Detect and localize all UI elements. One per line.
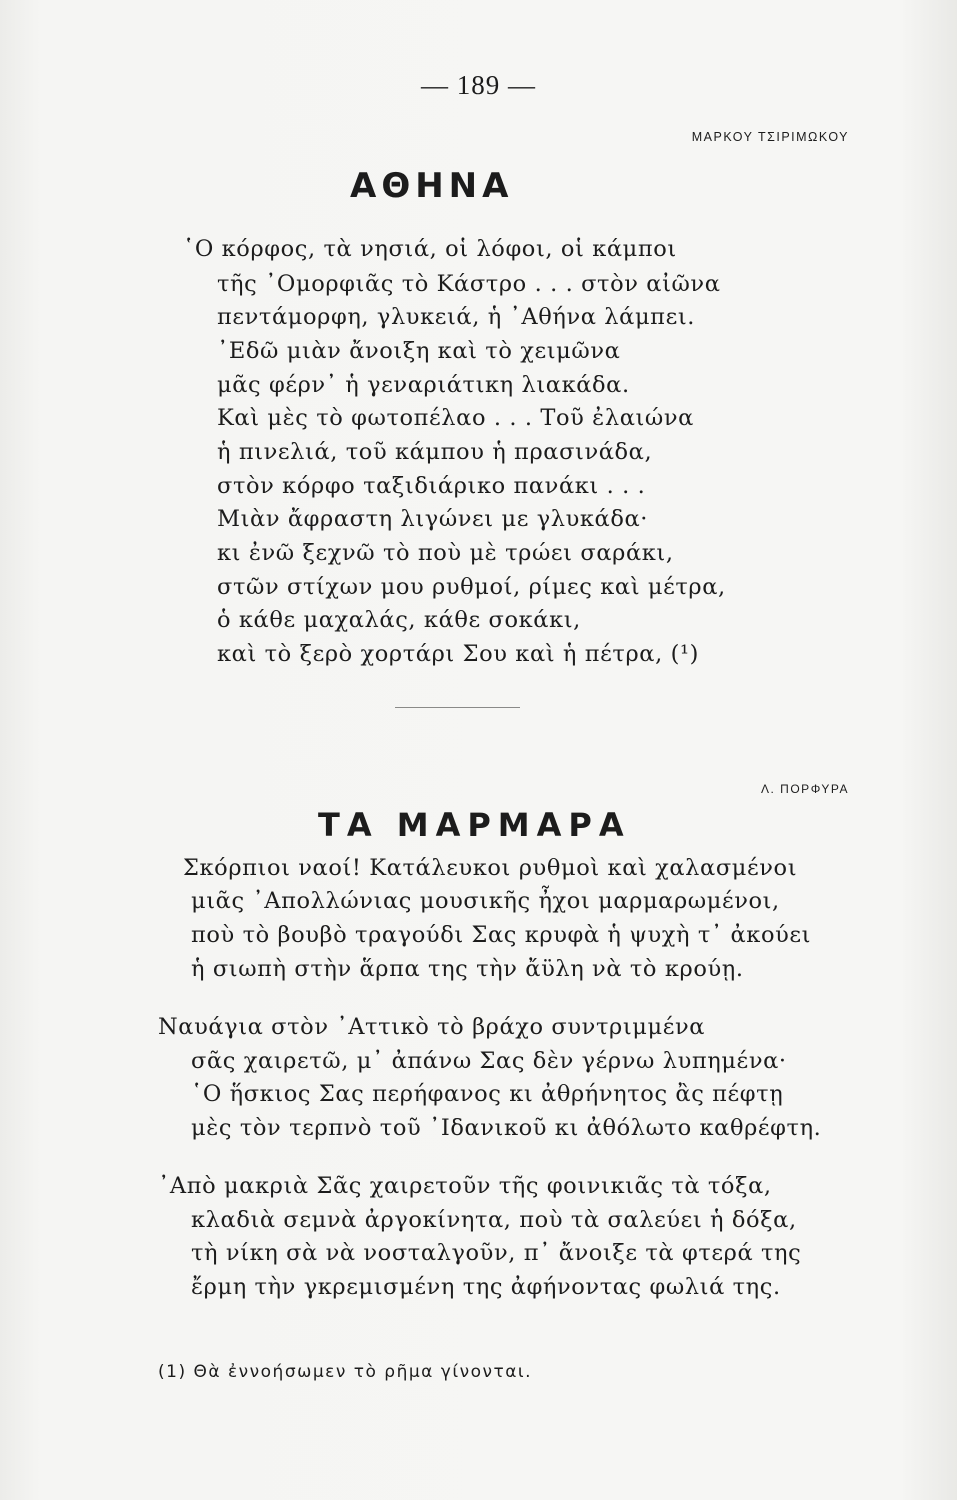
poem2-author: Λ. ΠΟΡΦΥΡΑ: [761, 782, 849, 796]
poem2-line: μιᾶς ᾽Απολλώνιας μουσικῆς ἦχοι μαρμαρωμένοι,: [191, 888, 780, 914]
poem1-line: κι ἐνῶ ξεχνῶ τὸ ποὺ μὲ τρώει σαράκι,: [217, 540, 674, 566]
poem2-line: σᾶς χαιρετῶ, μ᾽ ἀπάνω Σας δὲν γέρνω λυπημένα·: [191, 1048, 787, 1074]
poem1-line: ᾽Εδῶ μιὰν ἄνοιξη καὶ τὸ χειμῶνα: [217, 338, 621, 364]
poem2-line: τὴ νίκη σὰ νὰ νοσταλγοῦν, π᾽ ἄνοιξε τὰ φτερά της: [191, 1240, 802, 1266]
poem1-line: ῾Ο κόρφος, τὰ νησιά, οἱ λόφοι, οἱ κάμποι: [183, 236, 677, 262]
poem1-line: μᾶς φέρν᾽ ἡ γεναριάτικη λιακάδα.: [217, 372, 630, 398]
poem1-author: ΜΑΡΚΟΥ ΤΣΙΡΙΜΩΚΟΥ: [691, 130, 849, 144]
poem2-line: ἡ σιωπὴ στὴν ἅρπα της τὴν ἄϋλη νὰ τὸ κρούῃ.: [191, 956, 744, 982]
poem1-line: στὸν κόρφο ταξιδιάρικο πανάκι . . .: [217, 473, 646, 499]
poem2-line: Σκόρπιοι ναοί! Κατάλευκοι ρυθμοὶ καὶ χαλασμένοι: [183, 855, 798, 881]
poem1-line: τῆς ᾽Ομορφιᾶς τὸ Κάστρο . . . στὸν αἰῶνα: [217, 271, 721, 297]
poem1-line: καὶ τὸ ξερὸ χορτάρι Σου καὶ ἡ πέτρα, (¹): [217, 641, 699, 667]
poem1-line: στῶν στίχων μου ρυθμοί, ρίμες καὶ μέτρα,: [217, 574, 726, 600]
poem1-line: Μιὰν ἄφραστη λιγώνει με γλυκάδα·: [217, 506, 649, 532]
poem1-line: ἡ πινελιά, τοῦ κάμπου ἡ πρασινάδα,: [217, 439, 653, 465]
poem2-line: ἔρμη τὴν γκρεμισμένη της ἀφήνοντας φωλιά της.: [191, 1274, 781, 1300]
poem2-line: μὲς τὸν τερπνὸ τοῦ ᾽Ιδανικοῦ κι ἀθόλωτο καθρέφτη.: [191, 1115, 822, 1141]
poem2-line: ῾Ο ἥσκιος Σας περήφανος κι ἀθρήνητος ἂς πέφτῃ: [191, 1081, 784, 1107]
poem2-line: ποὺ τὸ βουβὸ τραγούδι Σας κρυφὰ ἡ ψυχὴ τ᾽ ἀκούει: [191, 922, 812, 948]
page-number: — 189 —: [421, 70, 536, 100]
poem1-title: ΑΘΗΝΑ: [350, 166, 514, 206]
poem1-line: ὁ κάθε μαχαλάς, κάθε σοκάκι,: [217, 607, 581, 633]
poem2-title: ΤΑ ΜΑΡΜΑΡΑ: [318, 806, 631, 844]
footnote: (1) Θὰ ἐννοήσωμεν τὸ ρῆμα γίνονται.: [158, 1362, 533, 1382]
poem2-line: κλαδιὰ σεμνὰ ἀργοκίνητα, ποὺ τὰ σαλεύει ἡ δόξα,: [191, 1207, 797, 1233]
section-divider: [395, 707, 520, 708]
poem2-line: Ναυάγια στὸν ᾽Αττικὸ τὸ βράχο συντριμμένα: [158, 1014, 706, 1040]
poem1-line: πεντάμορφη, γλυκειά, ἡ ᾽Αθήνα λάμπει.: [217, 304, 696, 330]
poem1-line: Καὶ μὲς τὸ φωτοπέλαο . . . Τοῦ ἐλαιώνα: [217, 405, 694, 431]
poem2-line: ᾽Απὸ μακριὰ Σᾶς χαιρετοῦν τῆς φοινικιᾶς τὰ τόξα,: [158, 1173, 772, 1199]
